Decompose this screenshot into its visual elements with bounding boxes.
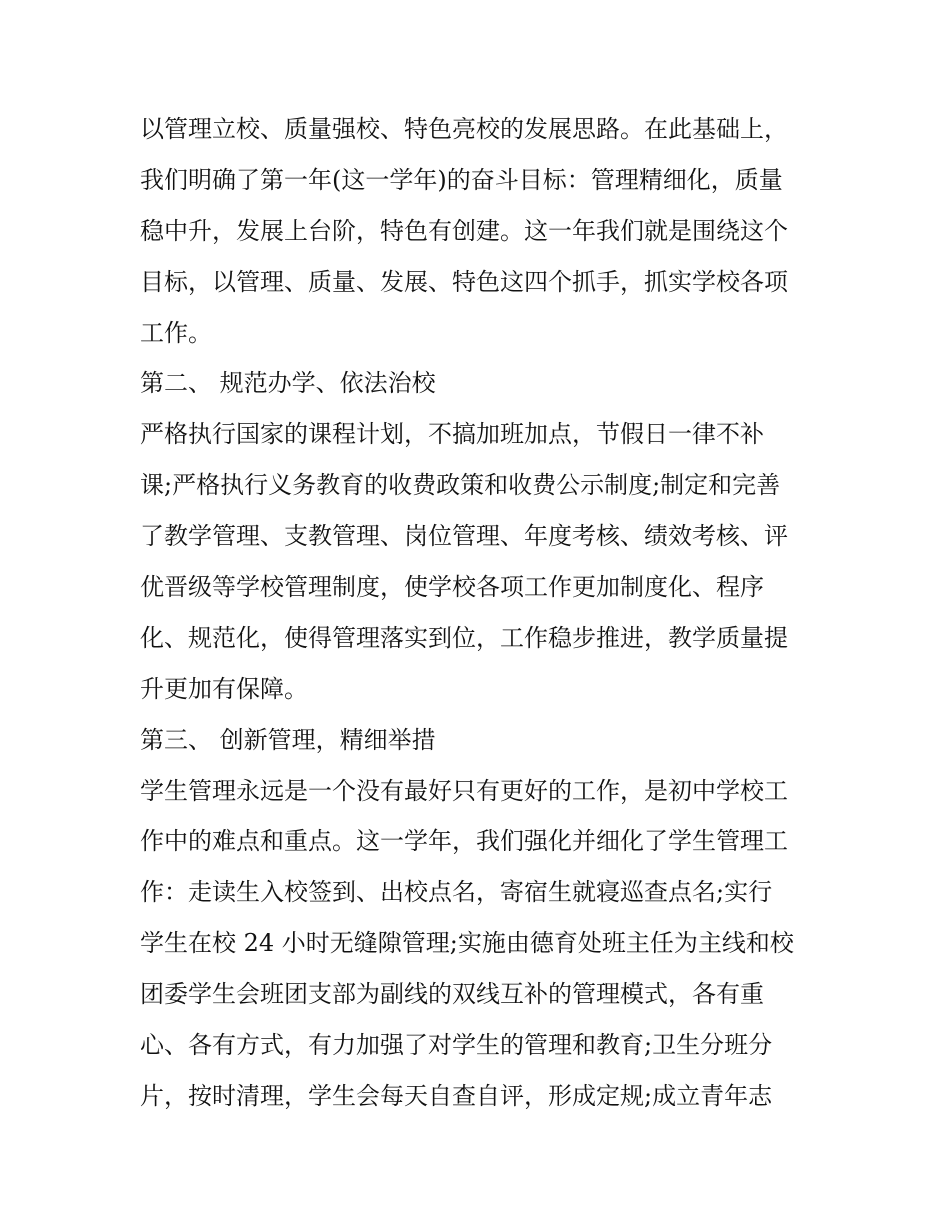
paragraph-line: 升更加有保障。 <box>140 674 308 703</box>
paragraph-line: 课;严格执行义务教育的收费政策和收费公示制度;制定和完善 <box>140 471 781 500</box>
paragraph-line: 片，按时清理，学生会每天自查自评，形成定规;成立青年志 <box>140 1081 773 1110</box>
paragraph-line: 作：走读生入校签到、出校点名，寄宿生就寝巡查点名;实行 <box>140 878 773 907</box>
paragraph-line: 团委学生会班团支部为副线的双线互补的管理模式，各有重 <box>140 980 764 1009</box>
document-body <box>140 104 820 1122</box>
paragraph-line: 学生在校 24 小时无缝隙管理;实施由德育处班主任为主线和校 <box>140 929 794 958</box>
paragraph-line: 学生管理永远是一个没有最好只有更好的工作，是初中学校工 <box>140 776 788 805</box>
paragraph-line: 我们明确了第一年(这一学年)的奋斗目标：管理精细化，质量 <box>140 165 783 194</box>
paragraph-line: 化、规范化，使得管理落实到位，工作稳步推进，教学质量提 <box>140 623 788 652</box>
section-heading: 第二、 规范办学、依法治校 <box>140 369 436 398</box>
paragraph-line: 稳中升，发展上台阶，特色有创建。这一年我们就是围绕这个 <box>140 216 788 245</box>
paragraph-line: 了教学管理、支教管理、岗位管理、年度考核、绩效考核、评 <box>140 522 788 551</box>
paragraph-line: 作中的难点和重点。这一学年，我们强化并细化了学生管理工 <box>140 827 788 856</box>
paragraph-line: 工作。 <box>140 318 212 347</box>
paragraph-line: 目标，以管理、质量、发展、特色这四个抓手，抓实学校各项 <box>140 267 788 296</box>
paragraph-line: 心、各有方式，有力加强了对学生的管理和教育;卫生分班分 <box>140 1031 773 1060</box>
paragraph-line: 严格执行国家的课程计划，不搞加班加点，节假日一律不补 <box>140 420 764 449</box>
paragraph-line: 优晋级等学校管理制度，使学校各项工作更加制度化、程序 <box>140 573 764 602</box>
section-heading: 第三、 创新管理，精细举措 <box>140 725 436 754</box>
paragraph-line: 以管理立校、质量强校、特色亮校的发展思路。在此基础上， <box>140 115 788 143</box>
